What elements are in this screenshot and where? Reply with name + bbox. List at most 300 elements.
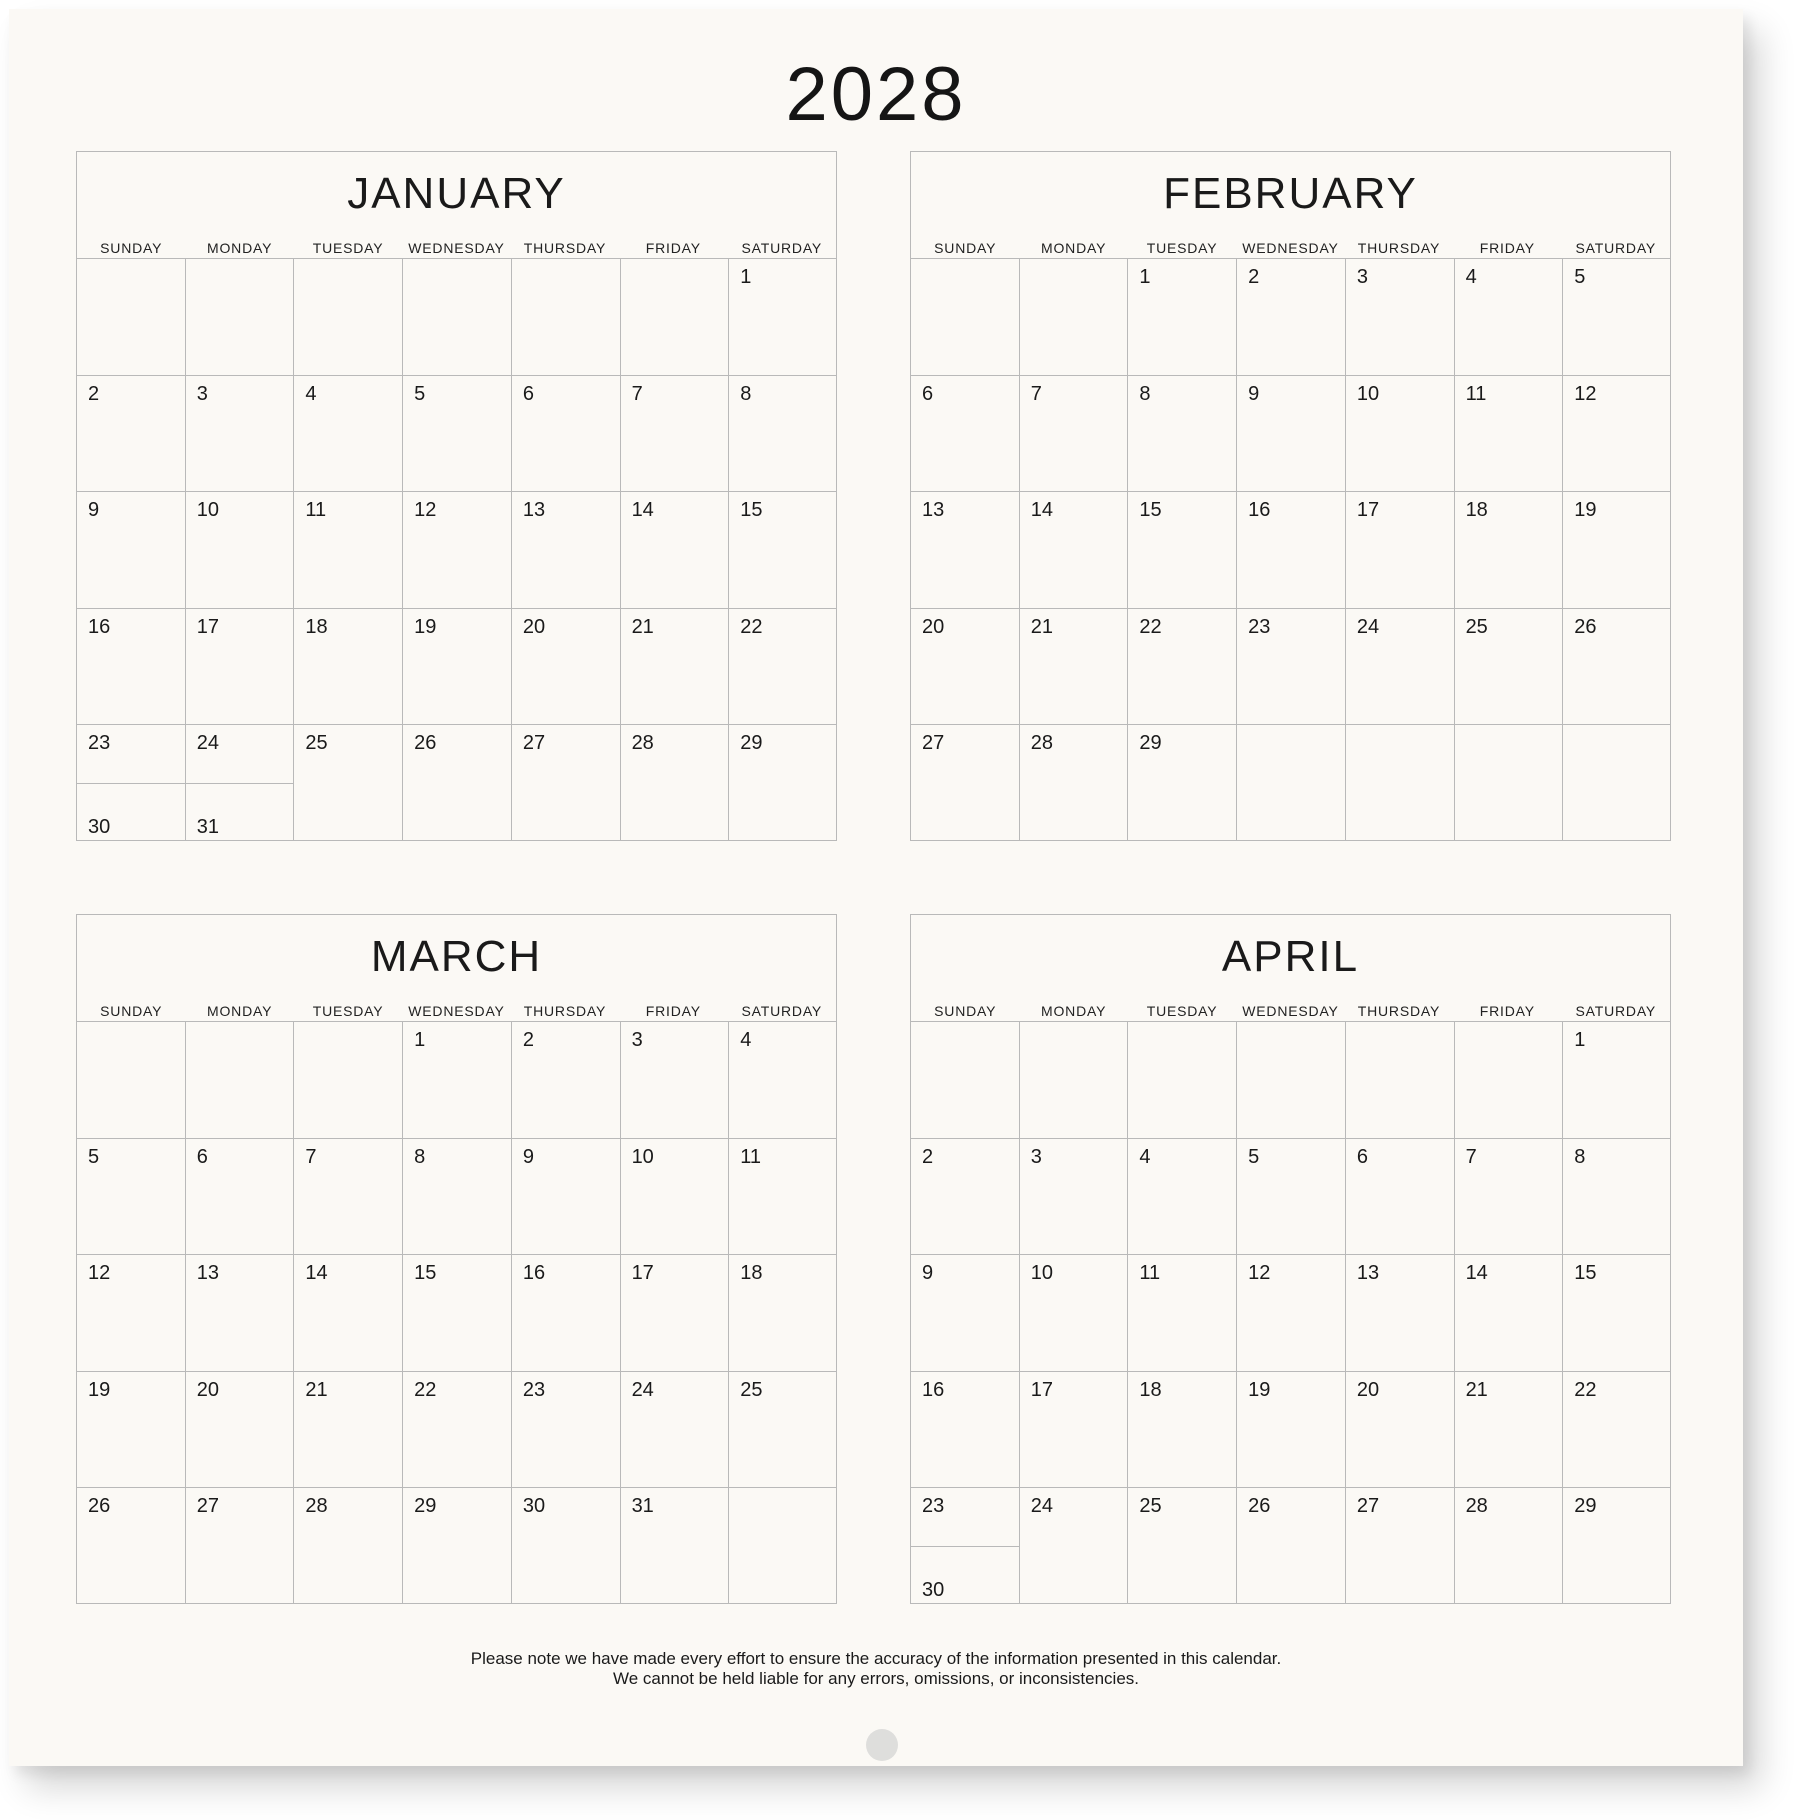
disclaimer bbox=[9, 1649, 1743, 1689]
day-number: 30 bbox=[922, 1578, 945, 1601]
day-cell bbox=[1127, 1487, 1236, 1604]
weekday-label: THURSDAY bbox=[523, 240, 607, 256]
day-number: 14 bbox=[305, 1262, 328, 1285]
day-cell bbox=[620, 1021, 729, 1138]
day-number: 9 bbox=[922, 1262, 934, 1285]
day-cell bbox=[910, 1487, 1019, 1604]
day-cell bbox=[1454, 1371, 1563, 1488]
day-number: 27 bbox=[922, 732, 945, 755]
day-cell bbox=[1019, 258, 1128, 375]
weekday-label: MONDAY bbox=[207, 240, 273, 256]
day-cell bbox=[185, 491, 294, 608]
day-cell bbox=[1454, 1138, 1563, 1255]
day-number: 12 bbox=[414, 499, 437, 522]
day-number: 4 bbox=[740, 1029, 752, 1051]
day-number: 18 bbox=[1139, 1378, 1162, 1401]
month-april bbox=[910, 914, 1671, 1604]
day-number: 15 bbox=[740, 499, 763, 522]
day-number: 2 bbox=[1248, 266, 1260, 288]
day-cell bbox=[728, 258, 837, 375]
day-cell bbox=[76, 375, 185, 492]
day-number: 25 bbox=[740, 1378, 763, 1401]
day-number: 27 bbox=[522, 732, 546, 755]
day-cell bbox=[1345, 1487, 1454, 1604]
day-cell bbox=[1019, 375, 1128, 492]
day-number: 14 bbox=[1030, 499, 1053, 522]
day-number: 26 bbox=[1574, 615, 1597, 638]
day-cell bbox=[185, 1371, 294, 1488]
day-number: 29 bbox=[1574, 1495, 1597, 1518]
day-cell bbox=[402, 1254, 511, 1371]
day-number: 4 bbox=[305, 382, 317, 405]
day-cell bbox=[728, 1021, 837, 1138]
day-number: 17 bbox=[631, 1262, 654, 1285]
weekday-label: SATURDAY bbox=[741, 240, 823, 256]
day-cell bbox=[1019, 1021, 1128, 1138]
day-cell bbox=[402, 1138, 511, 1255]
day-number: 20 bbox=[522, 615, 546, 638]
day-cell bbox=[910, 258, 1019, 375]
day-number: 1 bbox=[1139, 266, 1151, 288]
day-cell bbox=[185, 1254, 294, 1371]
day-cell bbox=[76, 724, 185, 841]
year-title: 2028 bbox=[785, 52, 967, 137]
day-cell bbox=[76, 1138, 185, 1255]
day-number: 6 bbox=[1356, 1145, 1368, 1168]
day-cell bbox=[511, 608, 620, 725]
day-cell bbox=[1236, 724, 1345, 841]
weekday-label: MONDAY bbox=[1041, 240, 1107, 256]
day-cell bbox=[1454, 375, 1563, 492]
day-cell bbox=[293, 491, 402, 608]
day-number: 20 bbox=[922, 615, 945, 638]
day-number: 16 bbox=[922, 1378, 945, 1401]
day-cell bbox=[511, 1371, 620, 1488]
day-number: 24 bbox=[1030, 1495, 1053, 1518]
weekday-label: SUNDAY bbox=[934, 1003, 997, 1019]
weekday-label: TUESDAY bbox=[1146, 240, 1218, 256]
weekday-label: THURSDAY bbox=[523, 1003, 607, 1019]
day-number: 30 bbox=[88, 815, 111, 838]
day-cell bbox=[1345, 1021, 1454, 1138]
day-cell bbox=[728, 1254, 837, 1371]
day-number: 21 bbox=[1030, 615, 1053, 638]
day-cell bbox=[1345, 1371, 1454, 1488]
split-divider bbox=[911, 1546, 1019, 1547]
day-cell bbox=[1236, 491, 1345, 608]
day-cell bbox=[511, 724, 620, 841]
day-number: 15 bbox=[1574, 1262, 1597, 1285]
day-cell bbox=[910, 1254, 1019, 1371]
weekday-label: SATURDAY bbox=[741, 1003, 823, 1019]
day-cell bbox=[293, 608, 402, 725]
month-title: APRIL bbox=[1221, 932, 1360, 981]
day-cell bbox=[293, 1254, 402, 1371]
day-number: 23 bbox=[88, 732, 111, 755]
day-cell bbox=[1127, 1021, 1236, 1138]
month-january bbox=[76, 151, 837, 841]
day-cell bbox=[293, 1021, 402, 1138]
hanger-hole bbox=[866, 1729, 898, 1761]
day-cell bbox=[293, 258, 402, 375]
weekday-header bbox=[77, 236, 836, 260]
day-cell bbox=[910, 724, 1019, 841]
split-divider bbox=[77, 783, 185, 784]
day-number: 17 bbox=[196, 615, 219, 638]
day-cell bbox=[1127, 1371, 1236, 1488]
day-number: 7 bbox=[1030, 382, 1042, 405]
day-cell bbox=[620, 258, 729, 375]
day-number: 11 bbox=[305, 499, 327, 522]
day-cell bbox=[728, 724, 837, 841]
day-cell bbox=[1236, 1254, 1345, 1371]
day-number: 28 bbox=[631, 732, 654, 755]
day-cell bbox=[728, 1487, 837, 1604]
day-cell bbox=[1454, 608, 1563, 725]
day-number: 24 bbox=[196, 732, 219, 755]
day-cell bbox=[1562, 724, 1671, 841]
day-number: 21 bbox=[305, 1378, 328, 1401]
weekday-label: WEDNESDAY bbox=[1242, 1003, 1339, 1019]
day-cell bbox=[728, 375, 837, 492]
day-number: 31 bbox=[631, 1495, 654, 1518]
day-grid bbox=[76, 258, 837, 841]
day-cell bbox=[728, 608, 837, 725]
day-number: 13 bbox=[922, 499, 945, 522]
day-cell bbox=[511, 1138, 620, 1255]
day-number: 1 bbox=[740, 266, 752, 288]
split-divider bbox=[186, 783, 294, 784]
day-cell bbox=[1454, 258, 1563, 375]
day-number: 20 bbox=[196, 1378, 219, 1401]
day-number: 29 bbox=[1139, 732, 1162, 755]
day-number: 27 bbox=[196, 1495, 219, 1518]
day-cell bbox=[1127, 608, 1236, 725]
day-cell bbox=[1236, 375, 1345, 492]
weekday-label: SATURDAY bbox=[1575, 240, 1657, 256]
day-number: 6 bbox=[922, 382, 934, 405]
day-cell bbox=[620, 1254, 729, 1371]
month-title: JANUARY bbox=[347, 169, 566, 218]
day-cell bbox=[1127, 1254, 1236, 1371]
calendar-page bbox=[9, 9, 1743, 1766]
weekday-header bbox=[911, 236, 1670, 260]
day-number: 18 bbox=[1465, 499, 1488, 522]
day-number: 28 bbox=[1465, 1495, 1488, 1518]
day-number: 8 bbox=[1574, 1145, 1586, 1168]
day-cell bbox=[1019, 1371, 1128, 1488]
day-number: 22 bbox=[1574, 1378, 1597, 1401]
day-number: 6 bbox=[522, 382, 534, 405]
day-cell bbox=[185, 608, 294, 725]
day-cell bbox=[1127, 258, 1236, 375]
day-grid bbox=[76, 1021, 837, 1604]
day-cell bbox=[293, 1371, 402, 1488]
day-cell bbox=[620, 1487, 729, 1604]
day-cell bbox=[1127, 1138, 1236, 1255]
weekday-label: MONDAY bbox=[1041, 1003, 1107, 1019]
day-cell bbox=[1019, 724, 1128, 841]
day-cell bbox=[402, 724, 511, 841]
day-cell bbox=[910, 1371, 1019, 1488]
day-number: 26 bbox=[1248, 1495, 1271, 1518]
day-cell bbox=[1236, 1487, 1345, 1604]
weekday-header bbox=[77, 999, 836, 1023]
day-cell bbox=[1562, 375, 1671, 492]
day-number: 2 bbox=[88, 382, 100, 405]
day-cell bbox=[620, 1371, 729, 1488]
day-cell bbox=[293, 724, 402, 841]
day-cell bbox=[185, 258, 294, 375]
day-number: 8 bbox=[740, 382, 752, 405]
day-cell bbox=[402, 491, 511, 608]
day-number: 21 bbox=[1465, 1378, 1488, 1401]
weekday-label: FRIDAY bbox=[645, 240, 701, 256]
day-number: 12 bbox=[88, 1262, 111, 1285]
day-cell bbox=[1454, 1254, 1563, 1371]
day-cell bbox=[293, 375, 402, 492]
day-number: 24 bbox=[631, 1378, 654, 1401]
day-cell bbox=[1562, 608, 1671, 725]
disclaimer-line: Please note we have made every effort to ensure the accuracy of the information presented in this calendar. bbox=[470, 1649, 1282, 1668]
day-number: 23 bbox=[922, 1495, 945, 1518]
day-number: 14 bbox=[1465, 1262, 1488, 1285]
day-number: 5 bbox=[1248, 1145, 1260, 1168]
day-number: 2 bbox=[922, 1145, 934, 1168]
day-cell bbox=[402, 1021, 511, 1138]
day-cell bbox=[1345, 724, 1454, 841]
day-cell bbox=[1019, 608, 1128, 725]
day-number: 23 bbox=[522, 1378, 546, 1401]
month-march bbox=[76, 914, 837, 1604]
day-cell bbox=[1019, 1254, 1128, 1371]
month-title: FEBRUARY bbox=[1163, 169, 1418, 218]
day-number: 9 bbox=[1248, 382, 1260, 405]
day-cell bbox=[185, 1138, 294, 1255]
day-cell bbox=[511, 258, 620, 375]
day-cell bbox=[1454, 491, 1563, 608]
weekday-label: WEDNESDAY bbox=[408, 240, 505, 256]
day-number: 27 bbox=[1356, 1495, 1380, 1518]
day-cell bbox=[185, 724, 294, 841]
day-cell bbox=[1236, 608, 1345, 725]
day-number: 23 bbox=[1248, 615, 1271, 638]
day-cell bbox=[910, 375, 1019, 492]
day-cell bbox=[1127, 724, 1236, 841]
day-cell bbox=[76, 1371, 185, 1488]
day-cell bbox=[1562, 1138, 1671, 1255]
day-cell bbox=[76, 1254, 185, 1371]
day-number: 13 bbox=[1356, 1262, 1380, 1285]
day-cell bbox=[1454, 1021, 1563, 1138]
day-number: 24 bbox=[1356, 615, 1380, 638]
day-cell bbox=[1562, 1021, 1671, 1138]
day-number: 22 bbox=[740, 615, 763, 638]
day-cell bbox=[910, 1138, 1019, 1255]
day-cell bbox=[293, 1138, 402, 1255]
weekday-header bbox=[911, 999, 1670, 1023]
day-number: 5 bbox=[1574, 266, 1586, 288]
day-number: 19 bbox=[1574, 499, 1597, 522]
day-cell bbox=[511, 1021, 620, 1138]
day-cell bbox=[1019, 1487, 1128, 1604]
day-number: 30 bbox=[522, 1495, 546, 1518]
day-number: 16 bbox=[522, 1262, 546, 1285]
day-number: 19 bbox=[88, 1378, 111, 1401]
day-cell bbox=[620, 1138, 729, 1255]
day-number: 31 bbox=[196, 815, 219, 838]
day-cell bbox=[76, 258, 185, 375]
day-number: 5 bbox=[88, 1145, 100, 1168]
weekday-label: TUESDAY bbox=[312, 240, 384, 256]
day-cell bbox=[185, 1487, 294, 1604]
day-cell bbox=[1236, 1138, 1345, 1255]
day-number: 3 bbox=[631, 1029, 643, 1051]
day-cell bbox=[76, 1487, 185, 1604]
weekday-label: FRIDAY bbox=[1479, 240, 1535, 256]
day-cell bbox=[1562, 258, 1671, 375]
day-number: 15 bbox=[1139, 499, 1162, 522]
weekday-label: SATURDAY bbox=[1575, 1003, 1657, 1019]
day-cell bbox=[1019, 1138, 1128, 1255]
weekday-label: SUNDAY bbox=[934, 240, 997, 256]
day-number: 14 bbox=[631, 499, 654, 522]
day-number: 3 bbox=[196, 382, 208, 405]
day-cell bbox=[1562, 1487, 1671, 1604]
day-cell bbox=[1019, 491, 1128, 608]
day-number: 7 bbox=[1465, 1145, 1477, 1168]
day-cell bbox=[76, 1021, 185, 1138]
weekday-label: TUESDAY bbox=[312, 1003, 384, 1019]
day-number: 26 bbox=[414, 732, 437, 755]
day-number: 1 bbox=[1574, 1029, 1586, 1051]
weekday-label: THURSDAY bbox=[1357, 1003, 1441, 1019]
day-number: 25 bbox=[1139, 1495, 1162, 1518]
day-cell bbox=[1127, 491, 1236, 608]
day-cell bbox=[620, 724, 729, 841]
day-cell bbox=[1345, 608, 1454, 725]
weekday-label: THURSDAY bbox=[1357, 240, 1441, 256]
day-number: 13 bbox=[196, 1262, 219, 1285]
day-number: 25 bbox=[1465, 615, 1488, 638]
day-cell bbox=[1345, 1138, 1454, 1255]
day-cell bbox=[1562, 491, 1671, 608]
day-number: 8 bbox=[1139, 382, 1151, 405]
day-number: 18 bbox=[740, 1262, 763, 1285]
day-number: 3 bbox=[1030, 1145, 1042, 1168]
day-number: 29 bbox=[740, 732, 763, 755]
day-cell bbox=[402, 375, 511, 492]
day-cell bbox=[1454, 1487, 1563, 1604]
day-number: 9 bbox=[522, 1145, 534, 1168]
disclaimer-line: We cannot be held liable for any errors, omissions, or inconsistencies. bbox=[613, 1669, 1139, 1688]
day-cell bbox=[1345, 258, 1454, 375]
day-number: 10 bbox=[1356, 382, 1380, 405]
day-grid bbox=[910, 258, 1671, 841]
day-number: 10 bbox=[631, 1145, 654, 1168]
day-cell bbox=[910, 608, 1019, 725]
weekday-label: FRIDAY bbox=[645, 1003, 701, 1019]
day-number: 10 bbox=[196, 499, 219, 522]
day-number: 11 bbox=[1465, 382, 1487, 405]
day-cell bbox=[402, 258, 511, 375]
day-number: 26 bbox=[88, 1495, 111, 1518]
day-number: 4 bbox=[1139, 1145, 1151, 1168]
day-cell bbox=[620, 491, 729, 608]
day-number: 11 bbox=[740, 1145, 762, 1168]
day-number: 4 bbox=[1465, 266, 1477, 288]
day-number: 29 bbox=[414, 1495, 437, 1518]
day-cell bbox=[511, 1254, 620, 1371]
day-cell bbox=[1236, 1021, 1345, 1138]
day-cell bbox=[511, 1487, 620, 1604]
day-number: 9 bbox=[88, 499, 100, 522]
day-cell bbox=[728, 1371, 837, 1488]
day-number: 1 bbox=[414, 1029, 426, 1051]
weekday-label: FRIDAY bbox=[1479, 1003, 1535, 1019]
day-number: 7 bbox=[631, 382, 643, 405]
day-cell bbox=[76, 491, 185, 608]
day-cell bbox=[402, 608, 511, 725]
day-number: 10 bbox=[1030, 1262, 1053, 1285]
weekday-label: WEDNESDAY bbox=[408, 1003, 505, 1019]
day-cell bbox=[1562, 1371, 1671, 1488]
day-number: 19 bbox=[1248, 1378, 1271, 1401]
day-number: 16 bbox=[1248, 499, 1271, 522]
weekday-label: MONDAY bbox=[207, 1003, 273, 1019]
day-number: 7 bbox=[305, 1145, 317, 1168]
day-number: 6 bbox=[196, 1145, 208, 1168]
day-cell bbox=[511, 491, 620, 608]
day-number: 5 bbox=[414, 382, 426, 405]
day-number: 18 bbox=[305, 615, 328, 638]
day-cell bbox=[402, 1487, 511, 1604]
weekday-label: SUNDAY bbox=[100, 240, 163, 256]
day-number: 22 bbox=[414, 1378, 437, 1401]
day-number: 3 bbox=[1356, 266, 1368, 288]
day-number: 22 bbox=[1139, 615, 1162, 638]
day-number: 17 bbox=[1356, 499, 1380, 522]
day-cell bbox=[1236, 258, 1345, 375]
day-cell bbox=[511, 375, 620, 492]
day-number: 2 bbox=[522, 1029, 534, 1051]
day-number: 19 bbox=[414, 615, 437, 638]
day-number: 15 bbox=[414, 1262, 437, 1285]
day-cell bbox=[1236, 1371, 1345, 1488]
day-cell bbox=[1345, 1254, 1454, 1371]
day-number: 25 bbox=[305, 732, 328, 755]
weekday-label: WEDNESDAY bbox=[1242, 240, 1339, 256]
day-number: 28 bbox=[1030, 732, 1053, 755]
day-cell bbox=[185, 375, 294, 492]
day-number: 12 bbox=[1248, 1262, 1271, 1285]
day-cell bbox=[620, 608, 729, 725]
day-cell bbox=[76, 608, 185, 725]
day-cell bbox=[1345, 375, 1454, 492]
day-number: 12 bbox=[1574, 382, 1597, 405]
day-number: 20 bbox=[1356, 1378, 1380, 1401]
day-cell bbox=[185, 1021, 294, 1138]
day-number: 28 bbox=[305, 1495, 328, 1518]
day-number: 17 bbox=[1030, 1378, 1053, 1401]
day-cell bbox=[1127, 375, 1236, 492]
day-number: 8 bbox=[414, 1145, 426, 1168]
day-cell bbox=[620, 375, 729, 492]
day-number: 11 bbox=[1139, 1262, 1161, 1285]
day-cell bbox=[402, 1371, 511, 1488]
day-cell bbox=[910, 491, 1019, 608]
day-cell bbox=[1562, 1254, 1671, 1371]
